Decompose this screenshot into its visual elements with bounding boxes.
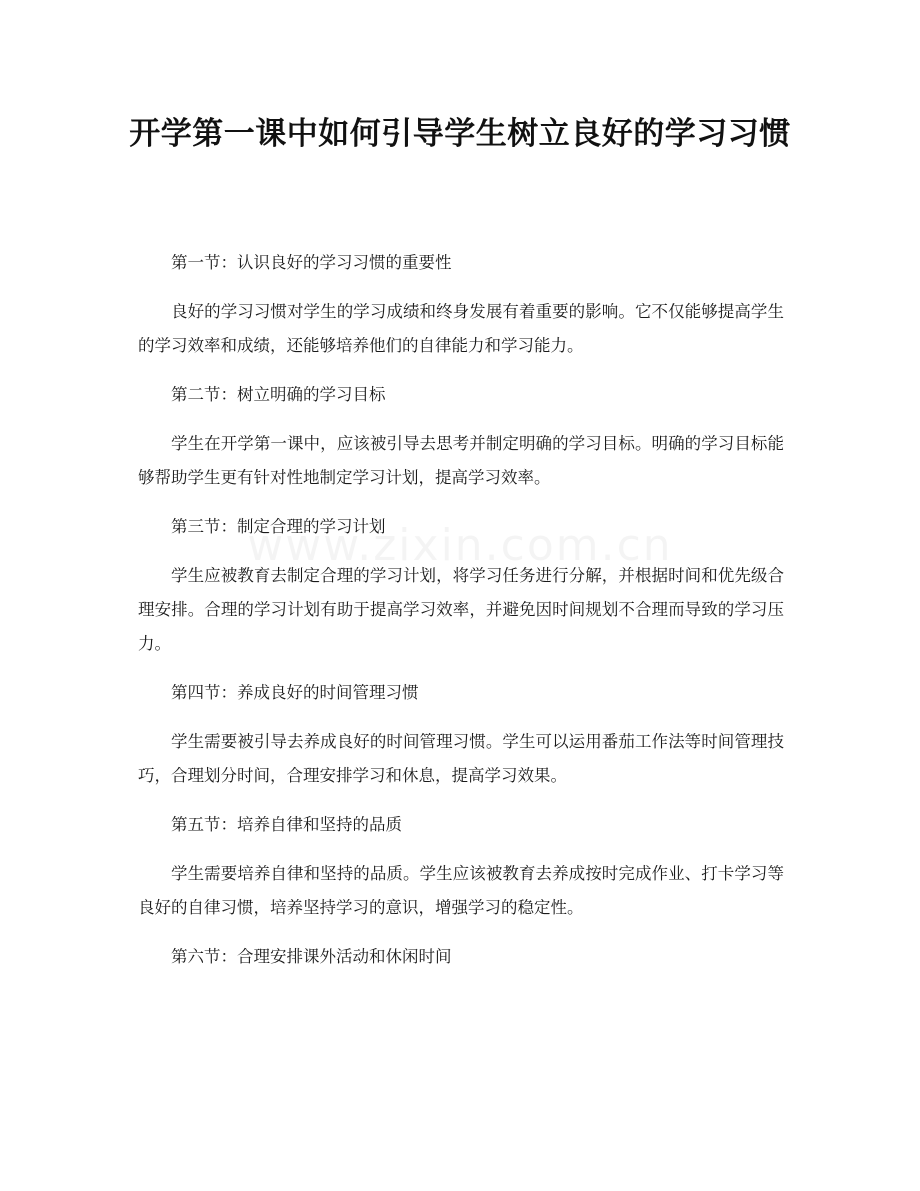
section-heading-4: 第四节：养成良好的时间管理习惯 <box>171 683 419 702</box>
section-heading-2: 第二节：树立明确的学习目标 <box>171 385 386 404</box>
section-body-5: 学生需要培养自律和坚持的品质。学生应该被教育去养成按时完成作业、打卡学习等良好的自律习惯，培养坚持学习的意识，增强学习的稳定性。 <box>138 864 784 917</box>
section-body-3: 学生应被教育去制定合理的学习计划，将学习任务进行分解，并根据时间和优先级合理安排。合理的学习计划有助于提高学习效率，并避免因时间规划不合理而导致的学习压力。 <box>138 566 784 653</box>
section-body-1: 良好的学习习惯对学生的学习成绩和终身发展有着重要的影响。它不仅能够提高学生的学习效率和成绩，还能够培养他们的自律能力和学习能力。 <box>138 302 784 355</box>
section-heading-1: 第一节：认识良好的学习习惯的重要性 <box>171 253 452 272</box>
section-heading-5: 第五节：培养自律和坚持的品质 <box>171 815 402 834</box>
document-title: 开学第一课中如何引导学生树立良好的学习习惯 <box>129 116 791 152</box>
section-body-2: 学生在开学第一课中，应该被引导去思考并制定明确的学习目标。明确的学习目标能够帮助学生更有针对性地制定学习计划，提高学习效率。 <box>138 434 784 487</box>
section-body-4: 学生需要被引导去养成良好的时间管理习惯。学生可以运用番茄工作法等时间管理技巧，合理划分时间，合理安排学习和休息，提高学习效果。 <box>138 732 784 785</box>
document-body <box>138 246 784 989</box>
section-heading-6: 第六节：合理安排课外活动和休闲时间 <box>171 947 452 966</box>
section-heading-3: 第三节：制定合理的学习计划 <box>171 517 386 536</box>
